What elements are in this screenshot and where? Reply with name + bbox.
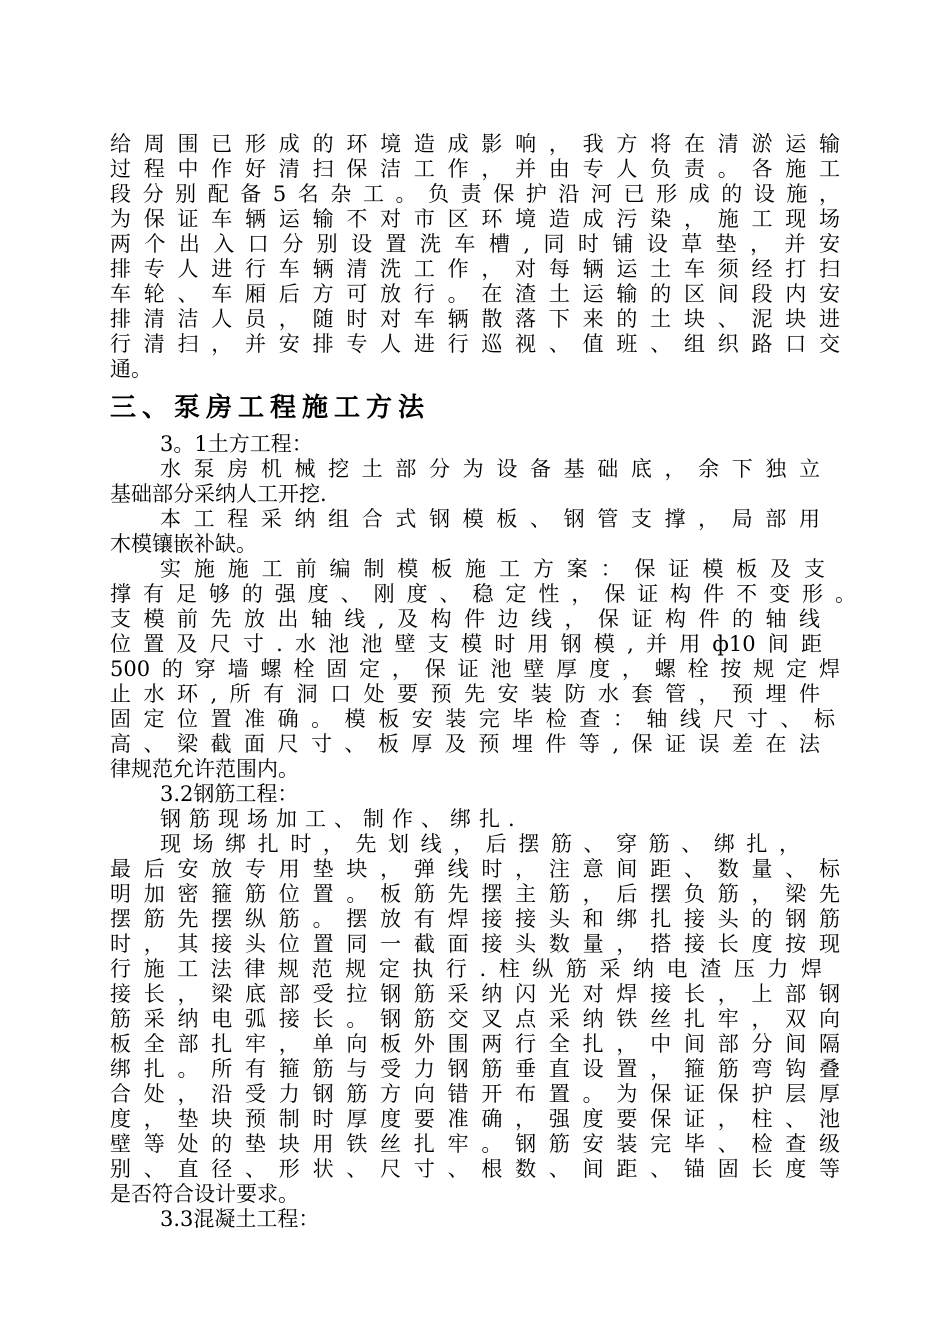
body-text-line: 给周围已形成的环境造成影响，我方将在清淤运输 (110, 132, 840, 156)
subsection-title: 3.2钢筋工程： (160, 782, 299, 806)
body-text-line: 明加密箍筋位置。板筋先摆主筋，后摆负筋，梁先 (110, 882, 840, 906)
body-text-line: 过程中作好清扫保洁工作，并由专人负责。各施工 (110, 157, 840, 181)
body-text-line: 是否符合设计要求。 (110, 1182, 299, 1206)
subsection-title: 3.3混凝土工程： (160, 1207, 320, 1231)
body-text-line: 度，垫块预制时厚度要准确，强度要保证，柱、池 (110, 1107, 840, 1131)
body-text-line: 止水环,所有洞口处要预先安装防水套管，预埋件 (110, 682, 820, 706)
body-text-line: 高、梁截面尺寸、板厚及预埋件等,保证误差在法 (110, 732, 820, 756)
body-text-line: 支模前先放出轴线,及构件边线，保证构件的轴线 (110, 607, 820, 631)
body-text-line: 壁等处的垫块用铁丝扎牢。钢筋安装完毕、检查级 (110, 1132, 840, 1156)
body-text-line: 为保证车辆运输不对市区环境造成污染，施工现场 (110, 207, 840, 231)
subsection-title: 3。1土方工程： (160, 432, 313, 456)
body-text-line: 通。 (110, 357, 152, 381)
body-text-line: 固定位置准确。模板安装完毕检查：轴线尺寸、标 (110, 707, 835, 731)
body-text-line: 500的穿墙螺栓固定，保证池壁厚度，螺栓按规定焊 (110, 657, 840, 681)
body-text-line: 实施施工前编制模板施工方案：保证模板及支 (160, 557, 825, 581)
body-text-line: 律规范允许范围内。 (110, 757, 299, 781)
body-text-line: 段分别配备5名杂工。负责保护沿河已形成的设施， (110, 182, 840, 206)
body-text-line: 车轮、车厢后方可放行。在渣土运输的区间段内安 (110, 282, 840, 306)
body-text-line: 现场绑扎时，先划线，后摆筋、穿筋、绑扎， (160, 832, 800, 856)
body-text-line: 钢筋现场加工、制作、绑扎. (160, 807, 523, 831)
body-text-line: 筋采纳电弧接长。钢筋交叉点采纳铁丝扎牢，双向 (110, 1007, 840, 1031)
body-text-line: 行施工法律规范规定执行.柱纵筋采纳电渣压力焊 (110, 957, 822, 981)
body-text-line: 基础部分采纳人工开挖. (110, 482, 327, 506)
body-text-line: 木模镶嵌补缺。 (110, 532, 257, 556)
body-text-line: 位置及尺寸.水池池壁支模时用钢模,并用ф10间距 (110, 632, 822, 656)
section-heading: 三、泵房工程施工方法 (110, 393, 431, 423)
body-text-line: 两个出入口分别设置洗车槽,同时铺设草垫，并安 (110, 232, 840, 256)
body-text-line: 时，其接头位置同一截面接头数量，搭接长度按现 (110, 932, 840, 956)
body-text-line: 板全部扎牢，单向板外围两行全扎，中间部分间隔 (110, 1032, 840, 1056)
body-text-line: 摆筋先摆纵筋。摆放有焊接接头和绑扎接头的钢筋 (110, 907, 840, 931)
body-text-line: 撑有足够的强度、刚度、稳定性，保证构件不变形。 (110, 582, 856, 606)
body-text-line: 最后安放专用垫块，弹线时，注意间距、数量、标 (110, 857, 840, 881)
body-text-line: 合处，沿受力钢筋方向错开布置。为保证保护层厚 (110, 1082, 840, 1106)
body-text-line: 行清扫，并安排专人进行巡视、值班、组织路口交 (110, 332, 840, 356)
body-text-line: 排专人进行车辆清洗工作，对每辆运土车须经打扫 (110, 257, 840, 281)
body-text-line: 水泵房机械挖土部分为设备基础底，余下独立 (160, 457, 820, 481)
body-text-line: 别、直径、形状、尺寸、根数、间距、锚固长度等 (110, 1157, 840, 1181)
body-text-line: 绑扎。所有箍筋与受力钢筋垂直设置，箍筋弯钩叠 (110, 1057, 840, 1081)
body-text-line: 接长，梁底部受拉钢筋采纳闪光对焊接长，上部钢 (110, 982, 840, 1006)
body-text-line: 排清洁人员，随时对车辆散落下来的土块、泥块进 (110, 307, 840, 331)
body-text-line: 本工程采纳组合式钢模板、钢管支撑，局部用 (160, 507, 820, 531)
